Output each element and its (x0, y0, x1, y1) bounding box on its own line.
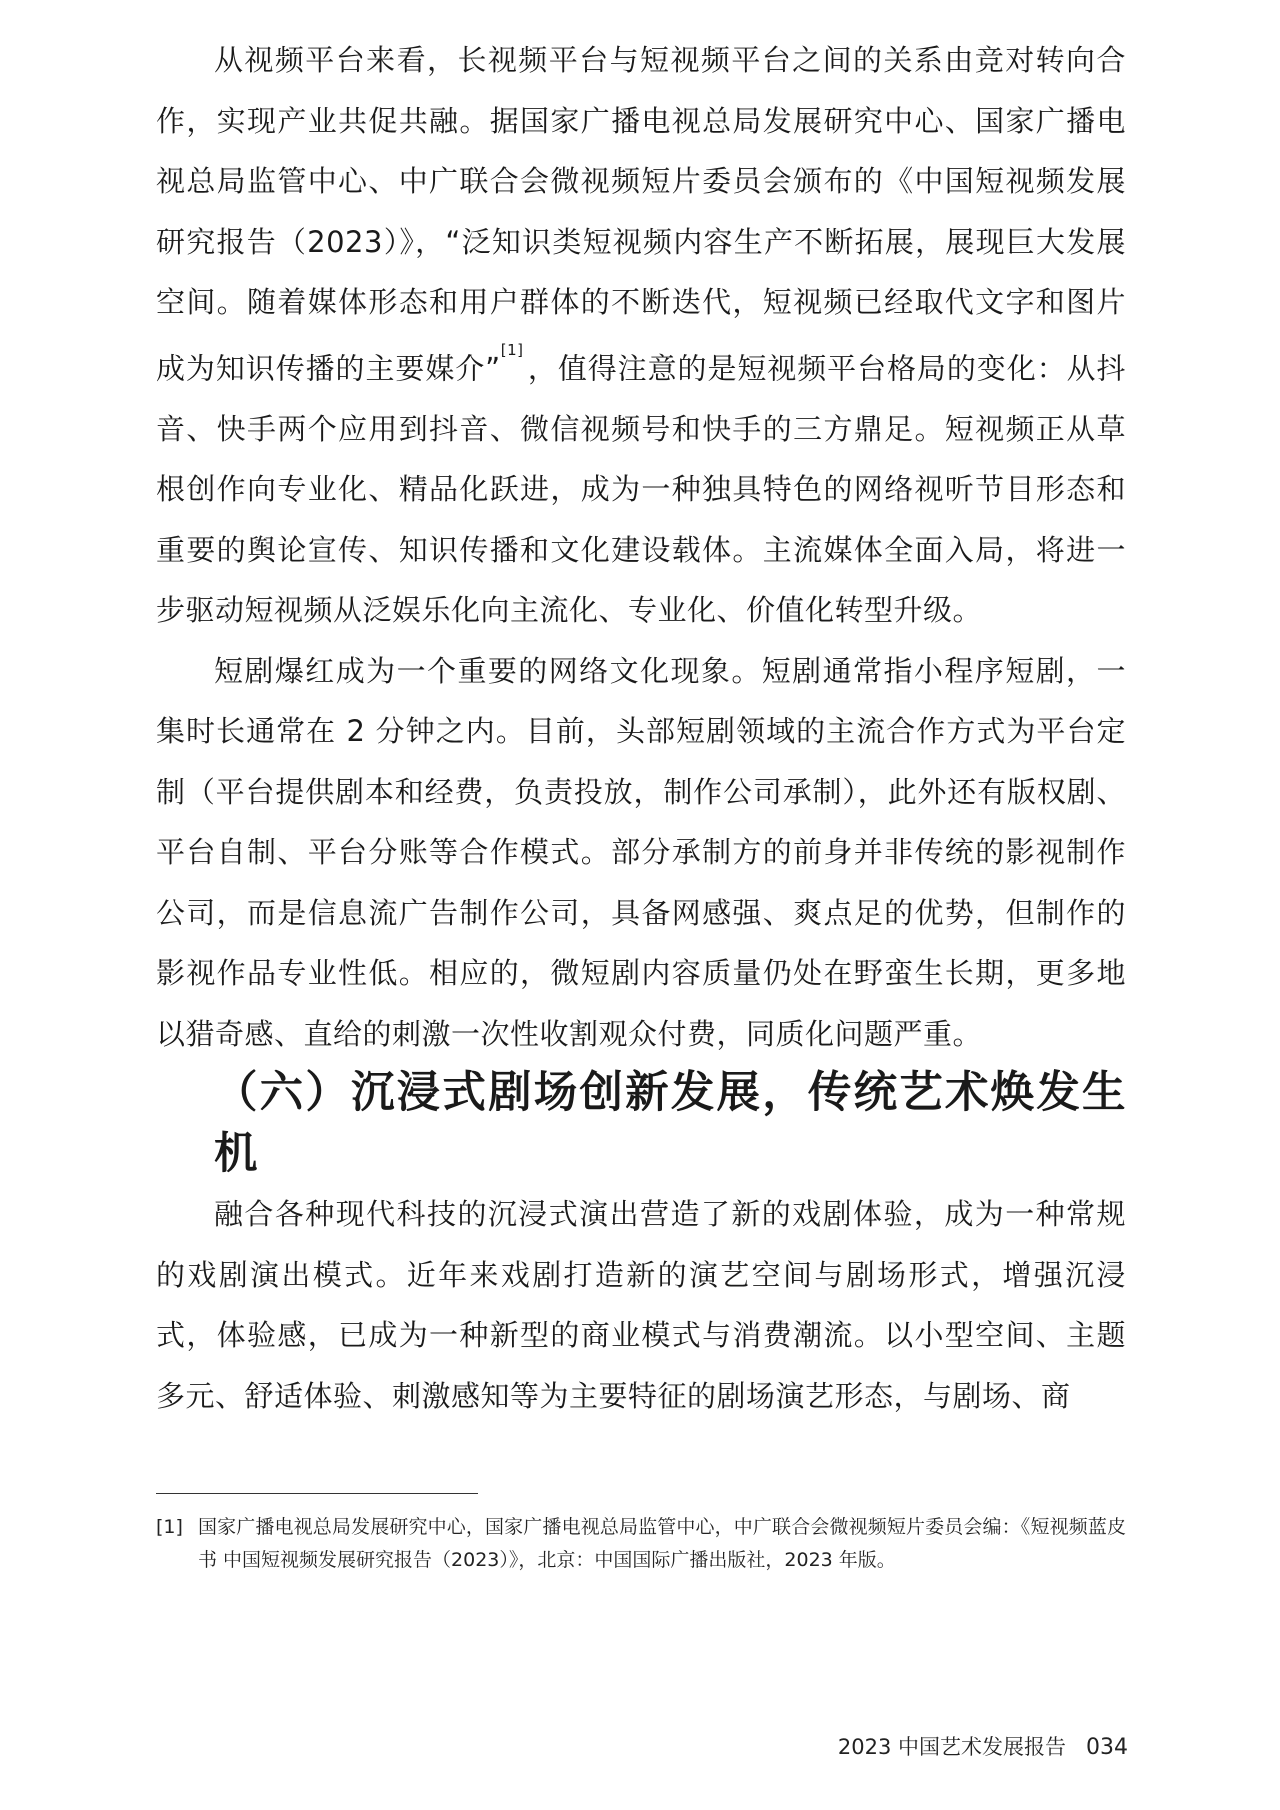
paragraph-immersive-theatre: 融合各种现代科技的沉浸式演出营造了新的戏剧体验，成为一种常规的戏剧演出模式。近年来戏剧打造新的演艺空间与剧场形式，增强沉浸式，体验感，已成为一种新型的商业模式与消费潮流。以小型空间、主题多元、舒适体验、刺激感知等为主要特征的剧场演艺形态，与剧场、商 (156, 1197, 1126, 1413)
paragraph-text: 从视频平台来看，长视频平台与短视频平台之间的关系由竞对转向合作，实现产业共促共融。据国家广播电视总局发展研究中心、国家广播电视总局监管中心、中广联合会微视频短片委员会颁布的《中国短视频发展研究报告（2023）》，“泛知识类短视频内容生产不断拓展，展现巨大发展空间。随着媒体形态和用户群体的不断迭代，短视频已经取代文字和图片成为知识传播的主要媒介” (156, 43, 1126, 386)
page-number: 034 (1086, 1735, 1128, 1760)
footnote-marker: [1] (156, 1516, 183, 1538)
footnote-reference[interactable]: [1] (500, 340, 524, 359)
page-footer (838, 1731, 1128, 1761)
section-heading: （六）沉浸式剧场创新发展，传统艺术焕发生机 (214, 1068, 1126, 1179)
footnote-divider (156, 1493, 478, 1494)
paragraph-short-drama: 短剧爆红成为一个重要的网络文化现象。短剧通常指小程序短剧，一集时长通常在 2 分钟之内。目前，头部短剧领域的主流合作方式为平台定制（平台提供剧本和经费，负责投放，制作公司承制），此外还有版权剧、平台自制、平台分账等合作模式。部分承制方的前身并非传统的影视制作公司，而是信息流广告制作公司，具备网感强、爽点足的优势，但制作的影视作品专业性低。相应的，微短剧内容质量仍处在野蛮生长期，更多地以猎奇感、直给的刺激一次性收割观众付费，同质化问题严重。 (156, 653, 1126, 1051)
section-immersive-theatre (156, 1063, 1126, 1426)
running-title: 2023 中国艺术发展报告 (837, 1735, 1066, 1759)
footnotes (156, 1511, 1126, 1577)
paragraph-text: ，值得注意的是短视频平台格局的变化：从抖音、快手两个应用到抖音、微信视频号和快手的三方鼎足。短视频正从草根创作向专业化、精品化跃进，成为一种独具特色的网络视听节目形态和重要的舆论宣传、知识传播和文化建设载体。主流媒体全面入局，将进一步驱动短视频从泛娱乐化向主流化、专业化、价值化转型升级。 (156, 351, 1126, 628)
footnote-item (156, 1511, 1126, 1577)
footnote-text: 国家广播电视总局发展研究中心，国家广播电视总局监管中心，中广联合会微视频短片委员会编：《短视频蓝皮书 中国短视频发展研究报告（2023）》，北京：中国国际广播出版社，2023 年版。 (198, 1516, 1126, 1571)
paragraph-video-platforms (156, 30, 1126, 641)
body-text (156, 30, 1126, 1064)
